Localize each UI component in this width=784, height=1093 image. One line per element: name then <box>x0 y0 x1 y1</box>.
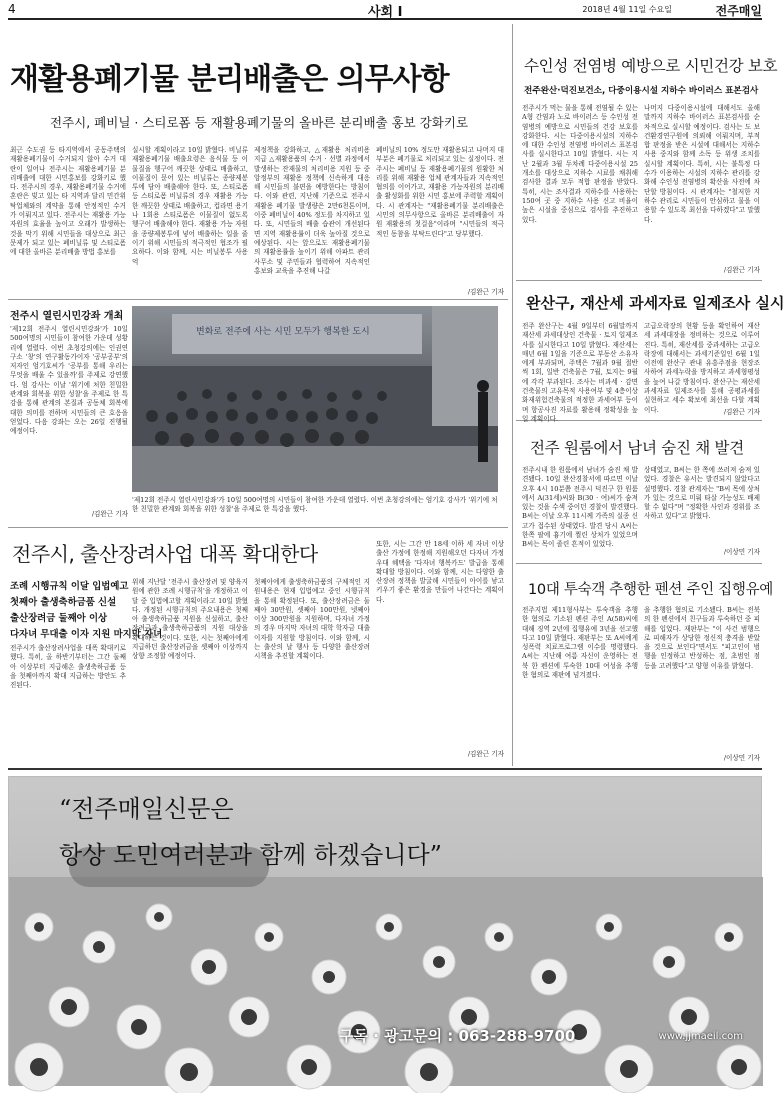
newspaper-brand: 전주매일 <box>715 4 762 18</box>
photo-banner-text: 변화로 전주에 사는 시민 모두가 행복한 도시 <box>196 327 370 337</box>
article-column: 전주시가 먹는 물을 통해 전염될 수 있는 A형 간염과 노로 바이러스 등 수인성 전염병의 예방으로 시민들의 건강 보호를 강화한다. 시는 다중이용시설의 지하수에 대한 수인성 전염병 바이러스 표본검사를 실시한다고 10일 밝혔다. 시는 지난 2월과 3월 두차례 다중이용시설 25개소를 대상으로 지하수 시료를 채취해 검사한 결과 모두 적합 판정을 받았다. 특히, 시는 조사결과 지하수를 사용하는 150여 곳 중 지하수 사용 신고 비율이 높은 시설을 중심으로 검사를 추진하고 있다. <box>522 104 638 224</box>
photo-caption: '제12회 전주시 열린시민강좌'가 10일 500여명의 시민들이 참여한 가운데 열렸다. 이번 초청강의에는 엄기호 강사가 '위기에 처한 친밀한 관계와 회복을 위한 성찰'을 주제로 한 특강을 했다. <box>132 496 498 513</box>
article-column: 을 추행한 혐의로 기소됐다. B씨는 전북의 한 펜션에서 친구들과 투숙하던 중 피해를 입었다. 재판부는 "이 사건 범행으로 피해자가 상당한 정신적 충격을 받았을 것으로 보인다"면서도 "피고인이 범행을 인정하고 반성하는 점, 초범인 점 등을 고려했다"고 양형 이유를 밝혔다. <box>644 606 760 670</box>
section-divider <box>8 299 508 300</box>
article-column: 제정책을 강화하고, △재활용 처리비용 지급 △재활용품의 수거 · 선별 과정에서 발생하는 잔재물의 처리비용 지원 등 중앙정부의 재활용 정책에 신속하게 대응해 시민들의 불편을 예방한다는 방침이다. 이와 관련, 지난해 기준으로 전주시 재활용 폐기물 발생량은 2만6천톤이며, 이중 폐비닐이 40% 정도를 차지하고 있다. 또, 시민들의 배출 습관이 개선된다면 지역 재활용률이 더욱 높아질 것으로 예상된다. 시는 앞으로도 재활용폐기물의 재활용률을 높이기 위해 아파트 관리사무소 및 주민들과 협력하여 지속적인 홍보와 교육을 추진해 나갈 <box>254 146 370 275</box>
article-column: 첫째아에게 출생축하금품의 구체적인 지원내용은 현재 입법예고 중인 시행규칙을 통해 확정된다. 또, 출산장려금은 둘째아 30만원, 셋째아 100만원, 넷째아 이상 300만원을 지원하며, 다자녀 가정의 경우 마지막 자녀의 대학 학자금 대출 이자를 지원할 방침이다. 이와 함께, 시는 출산의 날 행사 등 다양한 출산장려 시책을 추진할 계획이다. <box>254 578 370 661</box>
subheadline-recycling: 전주시, 폐비닐 · 스티로폼 등 재활용폐기물의 올바른 분리배출 홍보 강화키로 <box>50 115 469 130</box>
headline-pension: 10대 투숙객 추행한 펜션 주인 집행유예 <box>528 582 774 598</box>
byline: /김완근 기자 <box>91 510 128 518</box>
headline-recycling: 재활용폐기물 분리배출은 의무사항 <box>10 62 449 97</box>
subhead-line: 첫째아 출생축하금품 신설 <box>10 597 117 608</box>
section-divider <box>8 527 508 528</box>
article-column: 또한, 시는 그간 만 18세 이하 세 자녀 이상 출산 가정에 한정해 지원해오던 다자녀 가정 우대 혜택을 '다자녀 행복카드' 발급을 통해 확대할 방침이다. 이와 함께, 시는 다양한 출산장려 정책을 발굴해 시민들이 아이를 낳고 키우기 좋은 환경을 만들어 나간다는 계획이다. <box>376 540 504 604</box>
ad-website: www.jjmaeil.com <box>658 1031 743 1042</box>
ad-contact-number: 구독 · 광고문의 : 063-288-9700 <box>339 1027 576 1045</box>
ad-slogan-line2: 항상 도민여러분과 함께 하겠습니다” <box>59 841 442 869</box>
article-column: 상태였고, B씨는 한 쪽에 쓰러져 숨져 있었다. 경찰은 유서는 발견되지 않았다고 설명했다. 경찰 관계자는 "B씨 목에 상처가 있는 것으로 미뤄 타살 가능성도 배제할 수 없다"며 "정확한 사인과 경위를 조사하고 있다"고 밝혔다. <box>644 466 760 521</box>
issue-date: 2018년 4월 11일 수요일 <box>582 5 672 14</box>
byline: /이상민 기자 <box>723 754 760 762</box>
section-divider <box>516 280 762 281</box>
byline: /김완근 기자 <box>467 288 504 296</box>
ad-divider <box>8 768 762 770</box>
article-column: 전주 완산구는 4월 9일부터 6월말까지 재산세 과세대상인 건축물 · 토지 일제조사를 실시한다고 10일 밝혔다. 재산세는 매년 6월 1일을 기준으로 부동산 소유자에게 부과되며, 주택은 7월과 9월 절반씩 1회, 일반 건축물은 7월, 토지는 9월에 각각 부과된다. 조사는 비과세 · 감면 건축물의 고유목적 사용여부 및 4층이상 화재위험건축물의 적정한 과세여부 등이며 항공사진 자료를 활용해 정확성을 높일 계획이다. <box>522 322 638 423</box>
article-column: 고급오락장의 현황 등을 확인하여 재산세 과세대장을 정비하는 것으로 이루어진다. 특히, 재산세를 중과세하는 고급오락장에 대해서는 과세기준일인 6월 1일 이전에 완산구 관내 유흥주점을 현장조사하여 과세누락을 방지하고 과세형평성을 높여 나갈 방침이다. 완산구는 재산세 과세자료 일제조사를 통해 공평과세를 실현하고 세수 확보에 최선을 다할 계획이다. <box>644 322 760 414</box>
page-header <box>8 0 762 20</box>
byline: /김완근 기자 <box>723 266 760 274</box>
ad-slogan-line1: “전주매일신문은 <box>59 795 234 823</box>
byline: /이상민 기자 <box>723 548 760 556</box>
article-column: 폐비닐의 10% 정도만 재활용되고 나머지 대부분은 폐기물로 처리되고 있는 실정이다. 전주시는 폐비닐 등 재활용폐기물의 원활한 처리를 위해 재활용 업체 관계자들과 지속적인 협의를 이어가고, 재활용 가능자원의 분리배출 활성화를 위한 시민 홍보에 주력할 계획이다. 시 관계자는 "재활용폐기물 분리배출은 시민의 의무사항으로 올바른 분리배출이 자원 재활용의 첫걸음"이라며 "시민들의 적극적인 동참을 부탁드린다"고 당부했다. <box>376 146 504 238</box>
subheadline-waterborne: 전주완산·덕진보건소, 다중이용시설 지하수 바이러스 표본검사 <box>524 86 759 96</box>
subhead-line: 다자녀 무대출 이자 지원 마지막 자녀 <box>10 629 163 640</box>
byline: /김완근 기자 <box>723 408 760 416</box>
article-column: 위해 지난달 '전주시 출산장려 및 양육지원에 관한 조례 시행규칙'을 개정하고 이달 중 입법예고할 계획이라고 10일 밝혔다. 개정된 시행규칙의 주요내용은 첫째아 출생축하금품 지원을 신설하고, 출산장려금과 출생축하금품의 지원 대상을 확대하는 것이다. 또한, 시는 첫째아에게 지급하던 출산장려금을 셋째아 이상까지 상향 조정할 예정이다. <box>132 578 248 661</box>
article-column: 전주지법 제11형사부는 투숙객을 추행한 혐의로 기소된 펜션 주인 A(58)씨에 대해 징역 2년에 집행유예 3년을 선고했다고 10일 밝혔다. 재판부는 또 A씨에게 성폭력 치료프로그램 이수를 명령했다. A씨는 지난해 여름 자신이 운영하는 전북 한 펜션에 투숙한 10대 여성을 추행한 혐의로 재판에 넘겨졌다. <box>522 606 638 680</box>
article-column: 최근 수도권 등 타지역에서 공동주택의 재활용폐기물이 수거되지 않아 수거 대란이 일어나 전주시는 재활용폐기물 분리배출에 대한 시민홍보를 강화키로 했다. 전주시의 경우, 재활용폐기물 수거에 혼란은 빚고 있는 타 지역과 달리 민간위탁업체와의 계약을 통해 안정적인 수거가 이뤄지고 있다. 전주시는 재활용 가능자원의 효율을 높이고 오래가 발생하는 것을 막기 위해 시민들을 대상으로 최근 문제가 되고 있는 폐비닐류 및 스티로폼에 대한 올바른 분리배출 방법 홍보를 <box>10 146 126 257</box>
section-divider <box>516 563 762 564</box>
article-column: 나머지 다중이용시설에 대해서도 올해 말까지 지하수 바이러스 표본검사를 순차적으로 실시할 예정이다. 검사는 도 보건환경연구원에 의뢰해 이뤄지며, 부적합 판정을 받은 시설에 대해서는 지하수 사용 중지와 함께 소독 등 위생 조치를 실시할 계획이다. 특히, 시는 불특정 다수가 이용하는 시설의 지하수 관리를 강화해 수인성 전염병의 확산을 사전에 차단할 방침이다. 시 관계자는 "철저한 지하수 관리로 시민들이 안심하고 물을 이용할 수 있도록 최선을 다하겠다"고 말했다. <box>644 104 760 224</box>
headline-property-tax: 완산구, 재산세 과세자료 일제조사 실시 <box>526 294 784 312</box>
byline: /김완근 기자 <box>467 750 504 758</box>
article-column: '제12회 전주시 열린시민강좌'가 10일 500여명의 시민들이 참여한 가운데 성황리에 열렸다. 이번 초청강의에는 인권연구소 '창'의 연구활동가이자 '공부공부'의 저자인 엄기호씨가 '공부를 통해 우리는 무엇을 배울 수 있을까'를 주제로 강연했다. 엄 강사는 이날 '위기에 처한 친밀한 관계와 회복을 위한 성찰'을 주제로 한 특강을 통해 관계의 본질과 공동체 회복에 대한 의미를 전하며 시민들의 큰 호응을 얻었다. 다음 강좌는 오는 26일 진행될 예정이다. <box>10 325 128 436</box>
section-name: 사회 Ⅰ <box>368 5 403 20</box>
sunflower-advertisement <box>8 776 762 1085</box>
page-number: 4 <box>8 2 16 16</box>
column-divider <box>512 24 513 766</box>
subhead-line: 출산장려금 둘째아 이상 <box>10 613 108 624</box>
headline-waterborne: 수인성 전염병 예방으로 시민건강 보호 <box>524 57 778 75</box>
article-column: 실시할 계획이라고 10일 밝혔다. 비닐류 재활용폐기물 배출요령은 음식물 등 이물질을 헹구어 깨끗한 상태로 배출하고, 이물질이 묻어 있는 비닐류는 종량제봉투에 담아 배출해야 한다. 또, 스티로폼 등 스티로폼 비닐류의 경우 재활용 가능한 깨끗한 상태로 배출하고, 컵라면 용기나 1회용 스티로폼은 이물질이 없도록 헹구어 배출해야 한다. 재활용 가능 자원을 종량제봉투에 넣어 배출하는 일을 줄이기 위해 시민들의 적극적인 협조가 필요하다. 이와 함께, 시는 비닐봉투 사용 억 <box>132 146 248 266</box>
article-column: 전주시내 한 원룸에서 남녀가 숨진 채 발견됐다. 10일 완산경찰서에 따르면 이날 오후 4시 10분쯤 전주시 덕진구 한 원룸에서 A(31세)씨와 B(30 · 여)씨가 숨져 있는 것을 수색 중이던 경찰이 발견했다. B씨는 이날 오후 11시께 가족의 실종 신고가 접수된 상태였다. 발견 당시 A씨는 한쪽 팔에 흉기에 찔린 상처가 있었으며 B씨는 목이 졸린 흔적이 있었다. <box>522 466 638 549</box>
headline-birth-incentive: 전주시, 출산장려사업 대폭 확대한다 <box>12 542 318 566</box>
lecture-photo <box>132 306 498 492</box>
article-lead: 전주시가 출산장려사업을 대폭 확대키로 했다. 특히, 올 하반기부터는 그간 둘째아 이상부터 지급해온 출생축하금품 등을 첫째아까지 확대 지급하는 방안도 추진된다. <box>10 644 126 690</box>
subhead-line: 조례 시행규칙 이달 입법예고 <box>10 581 129 592</box>
headline-oneroom: 전주 원룸에서 남녀 숨진 채 발견 <box>530 439 744 457</box>
headline-lecture: 전주시 열린시민강좌 개최 <box>10 311 124 322</box>
